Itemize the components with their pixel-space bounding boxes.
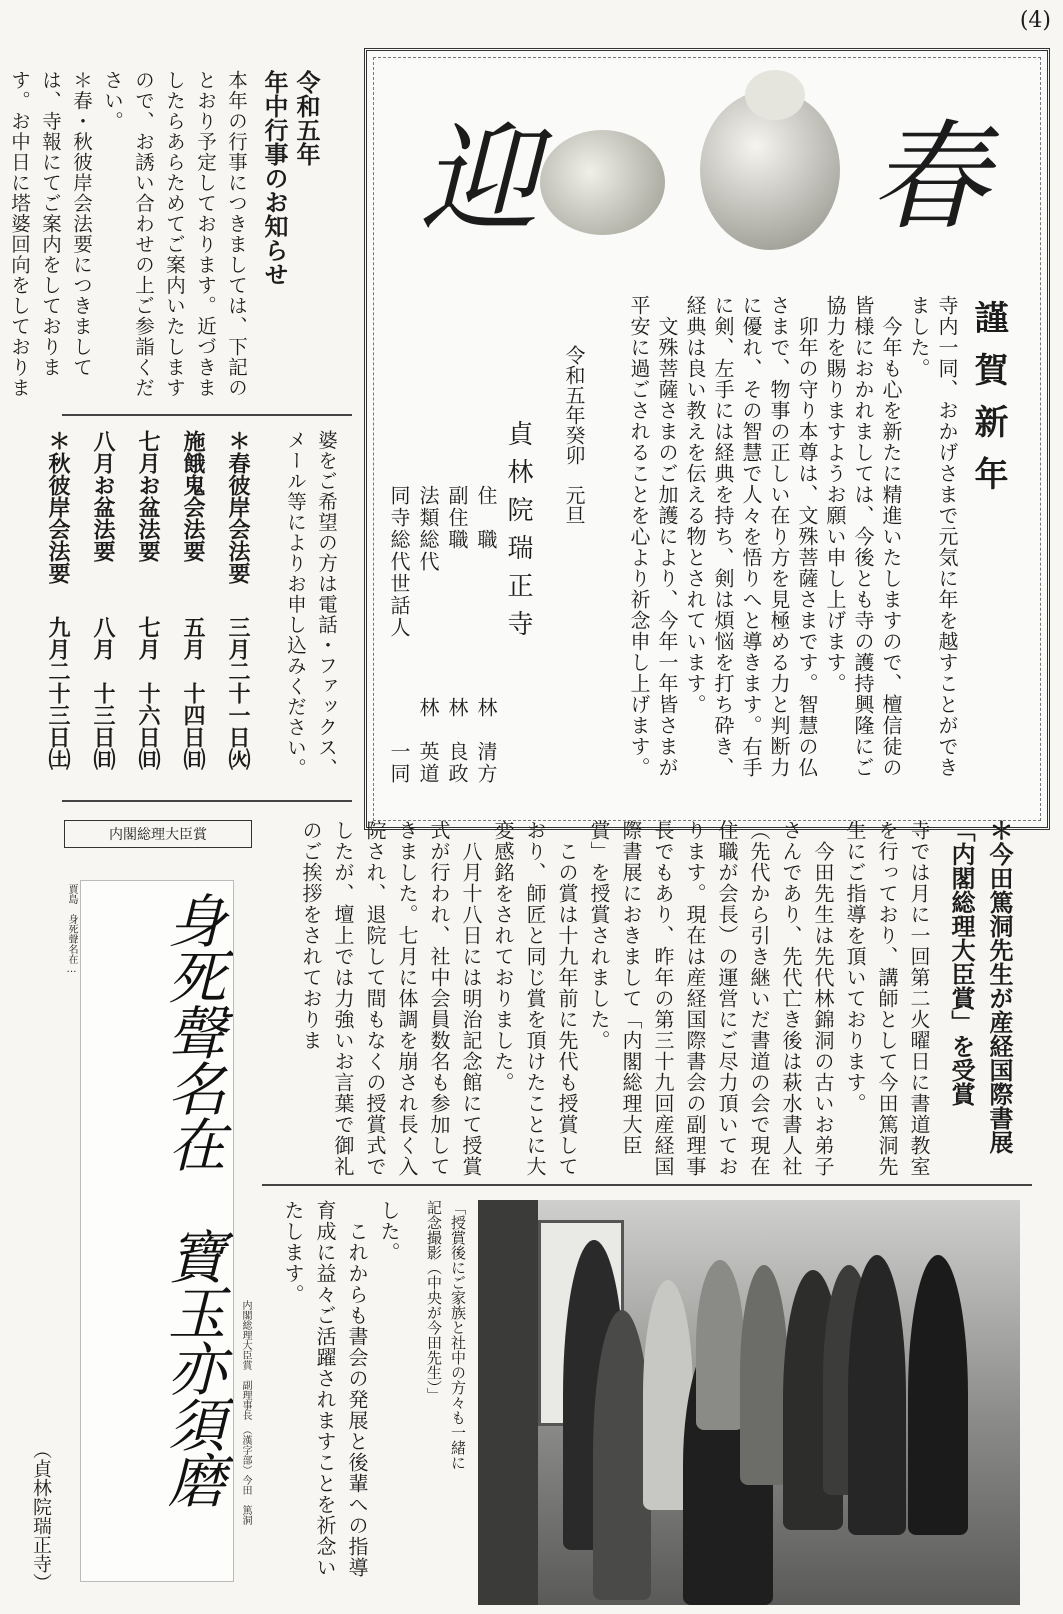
signatory-list [388,485,500,785]
event-item: ＊秋彼岸会法要 九月二十三日㈯ [45,430,70,770]
signatory: 同寺総代世話人 一同 [387,485,411,785]
artist-info: 内閣総理大臣賞 副理事長 （漢字部）今田 篤洞 [240,1300,251,1525]
award-body-continued: した。 これからも書会の発展と後輩への指導育成に益々ご活躍されますことを祈念いたします。 [281,1200,401,1578]
event-item: 八月お盆法要 八月 十三日㈰ [90,430,115,770]
greeting-title-right: 春 [870,108,989,246]
signatory: 住 職 林 清方 [474,485,498,785]
temple-name: 貞林院瑞正寺 [503,420,533,648]
schedule-title: 令和五年 年中行事のお知らせ [260,70,320,286]
schedule-body-continued: 婆をご希望の方は電話・ファックス、メール等によりお申し込みください。 [284,430,338,779]
award-body: 寺では月に一回第二火曜日に書道教室を行っており、講師として今田篤洞先生にご指導を頂いております。 今田先生は先代林錦洞の古いお弟子さんであり、先代亡き後は萩水書人社（先代から引き継いだ書道の会で現在住職が会長）の運営にご尽力頂いております。現在は産経国際書会の副理事長でもあり、昨年の第三十九回産経国際書展におきまして「内閣総理大臣賞」を授賞されました。 この賞は十九年前に先代も授賞しており、師匠と同じ賞を頂けたことに大変感銘をされておりました。 八月十八日には明治記念館にて授賞式が行われ、社中会員数名も参加してきました。七月に体調を崩され長く入院され、退院して間もなくの授賞式でしたが、壇上では力強いお言葉で御礼のご挨拶をされておりま [299,820,931,1177]
award-group-photo [478,1200,1020,1605]
award-divider [262,1184,1032,1186]
greeting-heading: 謹賀新年 [968,300,1008,508]
signatory: 副住職 林 良政 [445,485,469,785]
award-headline: ＊今田篤洞先生が産経国際書展 「内閣総理大臣賞」を受賞 [947,818,1013,1154]
page-number: (4) [1019,8,1051,33]
calligraphy-award-label: 内閣総理大臣賞 [64,820,252,848]
greeting-date: 令和五年癸卯 元旦 [562,345,586,525]
event-item: 施餓鬼会法要 五月 十四日㈰ [180,430,205,770]
greeting-title-left: 迎 [420,110,539,248]
schedule-body: 本年の行事につきましては、下記のとおり予定しております。近づきましたらあらためてご案内いたしますので、お誘い合わせの上ご参詣ください。 ＊春・秋彼岸会法要につきましては、寺報にてご案内をしております。お中日に塔婆回向をしておりま [8,70,248,398]
temple-note: （貞林院瑞正寺） [30,1440,52,1592]
greeting-body: 寺内一同、おかげさまで元気に年を越すことができました。 今年も心を新たに精進いたしますので、檀信徒の皆様におかれましては、今後とも寺の護持興隆にご協力を賜りますようお願い申し上げます。 卯年の守り本尊は、文殊菩薩さまです。智慧の仏さまで、物事の正しい在り方を見極める力と判断力に優れ、その智慧で人々を悟りへと導きます。右手に剣、左手には経典を持ち、剣は煩悩を打ち砕き、経典は良い教えを伝える物とされています。 文殊菩薩さまのご加護により、今年一年皆さまが平安に過ごされることを心より祈念申し上げます。 [627,295,959,778]
schedule-bottom-divider [62,800,352,802]
event-list [45,430,260,790]
event-item: 七月お盆法要 七月 十六日㈰ [135,430,160,770]
event-item: ＊春彼岸会法要 三月二十一日㈫ [225,430,250,770]
calligraphy-text: 身死聲名在 寶玉亦須磨 [158,891,226,1507]
rabbit-figurine-left-icon [540,130,665,235]
photo-caption: 「授賞後にご家族と社中の方々も一緒に記念撮影（中央が今田先生）」 [425,1200,467,1470]
calligraphy-artwork [80,880,234,1582]
schedule-divider [62,414,352,416]
rabbit-ear-icon [745,70,805,120]
calligraphy-note: 賈島 身死聲名在… [66,884,77,975]
signatory: 法類総代 林 英道 [416,485,440,785]
